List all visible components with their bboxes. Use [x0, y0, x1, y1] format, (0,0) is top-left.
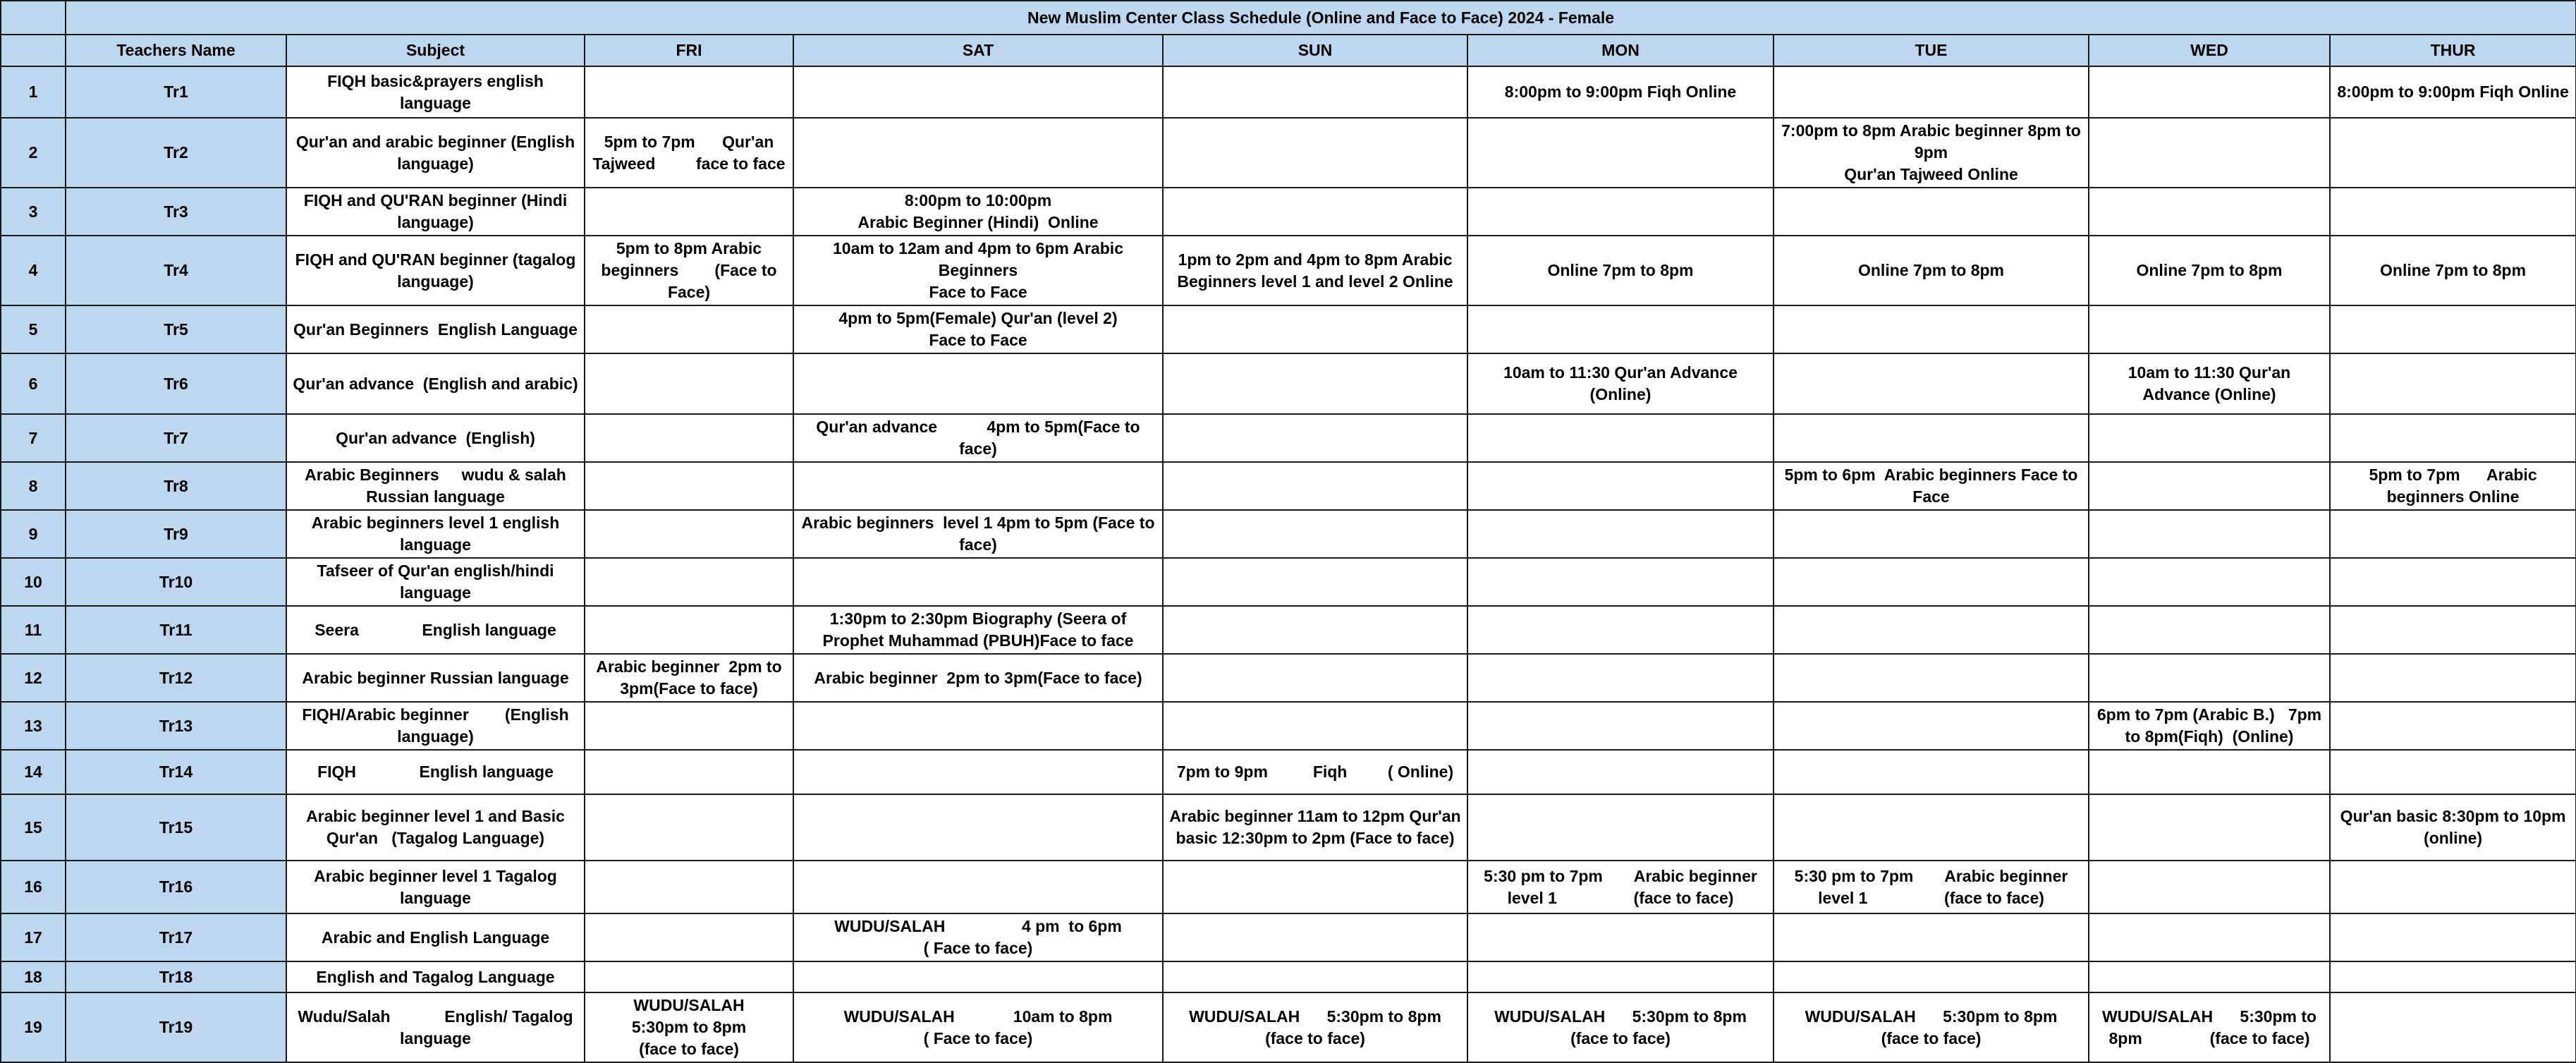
schedule-cell-tue: Online 7pm to 8pm	[1774, 236, 2089, 305]
schedule-cell-tue	[1774, 558, 2089, 606]
subject-cell: Arabic Beginners wudu & salah Russian language	[286, 462, 585, 510]
schedule-cell-tue	[1774, 188, 2089, 236]
schedule-cell-thur	[2330, 654, 2576, 702]
schedule-cell-fri: WUDU/SALAH 5:30pm to 8pm (face to face)	[585, 992, 793, 1062]
subject-cell: Arabic and English Language	[286, 913, 585, 961]
schedule-cell-sat: 4pm to 5pm(Female) Qur'an (level 2) Face to Face	[793, 305, 1163, 353]
schedule-cell-fri	[585, 414, 793, 462]
row-number: 3	[1, 188, 66, 236]
schedule-cell-mon	[1467, 558, 1774, 606]
schedule-cell-tue	[1774, 66, 2089, 118]
subject-cell: Seera English language	[286, 606, 585, 654]
schedule-cell-fri: 5pm to 8pm Arabic beginners (Face to Face)	[585, 236, 793, 305]
header-day-wed: WED	[2089, 35, 2330, 66]
teacher-name: Tr10	[66, 558, 286, 606]
schedule-cell-sat	[793, 961, 1163, 992]
subject-cell: Arabic beginner level 1 Tagalog language	[286, 861, 585, 913]
header-day-fri: FRI	[585, 35, 793, 66]
row-number: 13	[1, 702, 66, 750]
schedule-cell-thur	[2330, 702, 2576, 750]
schedule-row	[1, 462, 2576, 510]
schedule-cell-sun	[1163, 861, 1467, 913]
teacher-name: Tr19	[66, 992, 286, 1062]
schedule-cell-thur	[2330, 305, 2576, 353]
schedule-cell-sun	[1163, 510, 1467, 558]
schedule-cell-wed	[2089, 606, 2330, 654]
header-day-sun: SUN	[1163, 35, 1467, 66]
schedule-cell-tue	[1774, 750, 2089, 794]
schedule-cell-wed	[2089, 305, 2330, 353]
schedule-cell-wed	[2089, 861, 2330, 913]
schedule-cell-mon: 5:30 pm to 7pm Arabic beginner level 1 (face to face)	[1467, 861, 1774, 913]
schedule-cell-sat: WUDU/SALAH 10am to 8pm ( Face to face)	[793, 992, 1163, 1062]
schedule-cell-wed: WUDU/SALAH 5:30pm to 8pm (face to face)	[2089, 992, 2330, 1062]
schedule-cell-sat	[793, 794, 1163, 861]
row-number: 8	[1, 462, 66, 510]
schedule-cell-thur	[2330, 992, 2576, 1062]
header-day-thur: THUR	[2330, 35, 2576, 66]
teacher-name: Tr13	[66, 702, 286, 750]
schedule-row	[1, 414, 2576, 462]
schedule-cell-thur	[2330, 414, 2576, 462]
schedule-cell-sat: WUDU/SALAH 4 pm to 6pm ( Face to face)	[793, 913, 1163, 961]
schedule-cell-fri	[585, 702, 793, 750]
schedule-cell-fri	[585, 961, 793, 992]
subject-cell: Qur'an advance (English)	[286, 414, 585, 462]
schedule-cell-wed	[2089, 118, 2330, 188]
schedule-row	[1, 861, 2576, 913]
schedule-row	[1, 750, 2576, 794]
header-subject: Subject	[286, 35, 585, 66]
schedule-cell-thur	[2330, 118, 2576, 188]
schedule-cell-tue	[1774, 913, 2089, 961]
schedule-cell-sun: 7pm to 9pm Fiqh ( Online)	[1163, 750, 1467, 794]
schedule-cell-wed	[2089, 188, 2330, 236]
schedule-cell-sat	[793, 861, 1163, 913]
schedule-cell-sun	[1163, 462, 1467, 510]
schedule-cell-mon	[1467, 794, 1774, 861]
row-number: 6	[1, 353, 66, 414]
corner-cell	[1, 1, 66, 35]
schedule-title: New Muslim Center Class Schedule (Online and Face to Face) 2024 - Female	[66, 1, 2576, 35]
subject-cell: Qur'an advance (English and arabic)	[286, 353, 585, 414]
teacher-name: Tr17	[66, 913, 286, 961]
schedule-cell-sat: Arabic beginners level 1 4pm to 5pm (Face to face)	[793, 510, 1163, 558]
schedule-cell-fri	[585, 861, 793, 913]
row-number: 17	[1, 913, 66, 961]
schedule-cell-thur	[2330, 558, 2576, 606]
schedule-cell-sat	[793, 462, 1163, 510]
row-number: 18	[1, 961, 66, 992]
schedule-cell-sun	[1163, 606, 1467, 654]
schedule-cell-mon	[1467, 961, 1774, 992]
schedule-cell-wed	[2089, 66, 2330, 118]
subject-cell: Qur'an and arabic beginner (English language)	[286, 118, 585, 188]
schedule-cell-wed	[2089, 462, 2330, 510]
schedule-cell-sun	[1163, 118, 1467, 188]
schedule-cell-sat: Qur'an advance 4pm to 5pm(Face to face)	[793, 414, 1163, 462]
row-number: 4	[1, 236, 66, 305]
schedule-cell-tue	[1774, 794, 2089, 861]
schedule-row	[1, 188, 2576, 236]
row-number: 1	[1, 66, 66, 118]
row-number: 19	[1, 992, 66, 1062]
schedule-cell-wed	[2089, 510, 2330, 558]
schedule-cell-sat: 1:30pm to 2:30pm Biography (Seera of Prophet Muhammad (PBUH)Face to face	[793, 606, 1163, 654]
subject-cell: FIQH basic&prayers english language	[286, 66, 585, 118]
row-number: 2	[1, 118, 66, 188]
subject-cell: Tafseer of Qur'an english/hindi language	[286, 558, 585, 606]
teacher-name: Tr6	[66, 353, 286, 414]
teacher-name: Tr1	[66, 66, 286, 118]
schedule-cell-fri	[585, 66, 793, 118]
row-number: 14	[1, 750, 66, 794]
schedule-cell-sun	[1163, 558, 1467, 606]
schedule-cell-sat: 10am to 12am and 4pm to 6pm Arabic Beginners Face to Face	[793, 236, 1163, 305]
schedule-cell-wed	[2089, 961, 2330, 992]
schedule-cell-mon: Online 7pm to 8pm	[1467, 236, 1774, 305]
schedule-cell-mon	[1467, 188, 1774, 236]
schedule-cell-wed	[2089, 414, 2330, 462]
schedule-cell-sat	[793, 66, 1163, 118]
schedule-cell-thur: Online 7pm to 8pm	[2330, 236, 2576, 305]
schedule-cell-tue	[1774, 510, 2089, 558]
schedule-cell-sun: WUDU/SALAH 5:30pm to 8pm (face to face)	[1163, 992, 1467, 1062]
schedule-cell-wed: 10am to 11:30 Qur'an Advance (Online)	[2089, 353, 2330, 414]
teacher-name: Tr16	[66, 861, 286, 913]
schedule-cell-mon	[1467, 118, 1774, 188]
schedule-cell-mon	[1467, 510, 1774, 558]
schedule-cell-sun	[1163, 66, 1467, 118]
schedule-cell-thur: 5pm to 7pm Arabic beginners Online	[2330, 462, 2576, 510]
schedule-cell-fri	[585, 606, 793, 654]
schedule-cell-tue	[1774, 353, 2089, 414]
schedule-cell-sat	[793, 353, 1163, 414]
schedule-cell-fri: Arabic beginner 2pm to 3pm(Face to face)	[585, 654, 793, 702]
schedule-cell-thur	[2330, 606, 2576, 654]
schedule-row	[1, 913, 2576, 961]
teacher-name: Tr18	[66, 961, 286, 992]
row-number: 7	[1, 414, 66, 462]
schedule-row	[1, 66, 2576, 118]
subject-cell: FIQH English language	[286, 750, 585, 794]
schedule-row	[1, 606, 2576, 654]
schedule-cell-wed	[2089, 750, 2330, 794]
teacher-name: Tr11	[66, 606, 286, 654]
header-day-tue: TUE	[1774, 35, 2089, 66]
schedule-cell-sat	[793, 118, 1163, 188]
teacher-name: Tr7	[66, 414, 286, 462]
teacher-name: Tr14	[66, 750, 286, 794]
schedule-cell-tue	[1774, 961, 2089, 992]
subject-cell: Arabic beginner Russian language	[286, 654, 585, 702]
schedule-cell-fri	[585, 353, 793, 414]
teacher-name: Tr8	[66, 462, 286, 510]
schedule-row	[1, 558, 2576, 606]
schedule-cell-wed: 6pm to 7pm (Arabic B.) 7pm to 8pm(Fiqh) (Online)	[2089, 702, 2330, 750]
schedule-row	[1, 702, 2576, 750]
schedule-cell-tue	[1774, 305, 2089, 353]
schedule-cell-wed	[2089, 913, 2330, 961]
schedule-row	[1, 305, 2576, 353]
schedule-row	[1, 654, 2576, 702]
subject-cell: English and Tagalog Language	[286, 961, 585, 992]
schedule-cell-sun	[1163, 913, 1467, 961]
schedule-cell-tue	[1774, 414, 2089, 462]
schedule-cell-mon: 10am to 11:30 Qur'an Advance (Online)	[1467, 353, 1774, 414]
subject-cell: Qur'an Beginners English Language	[286, 305, 585, 353]
subject-cell: Arabic beginners level 1 english language	[286, 510, 585, 558]
schedule-row	[1, 353, 2576, 414]
subject-cell: Arabic beginner level 1 and Basic Qur'an (Tagalog Language)	[286, 794, 585, 861]
schedule-cell-wed	[2089, 558, 2330, 606]
schedule-cell-tue: 7:00pm to 8pm Arabic beginner 8pm to 9pm Qur'an Tajweed Online	[1774, 118, 2089, 188]
subject-cell: FIQH and QU'RAN beginner (Hindi language)	[286, 188, 585, 236]
schedule-cell-tue	[1774, 606, 2089, 654]
header-num-cell	[1, 35, 66, 66]
schedule-cell-wed	[2089, 654, 2330, 702]
schedule-cell-thur	[2330, 510, 2576, 558]
schedule-cell-sat: Arabic beginner 2pm to 3pm(Face to face)	[793, 654, 1163, 702]
schedule-cell-fri	[585, 913, 793, 961]
teacher-name: Tr12	[66, 654, 286, 702]
schedule-cell-mon	[1467, 462, 1774, 510]
schedule-row	[1, 794, 2576, 861]
header-day-sat: SAT	[793, 35, 1163, 66]
schedule-cell-fri: 5pm to 7pm Qur'an Tajweed face to face	[585, 118, 793, 188]
schedule-cell-thur	[2330, 861, 2576, 913]
schedule-cell-tue: 5:30 pm to 7pm Arabic beginner level 1 (face to face)	[1774, 861, 2089, 913]
schedule-cell-sun	[1163, 353, 1467, 414]
schedule-row	[1, 961, 2576, 992]
row-number: 11	[1, 606, 66, 654]
header-row	[1, 35, 2576, 66]
schedule-cell-thur	[2330, 961, 2576, 992]
schedule-cell-sun	[1163, 414, 1467, 462]
teacher-name: Tr9	[66, 510, 286, 558]
schedule-cell-mon	[1467, 702, 1774, 750]
schedule-cell-tue: 5pm to 6pm Arabic beginners Face to Face	[1774, 462, 2089, 510]
schedule-cell-sun	[1163, 654, 1467, 702]
schedule-cell-mon: WUDU/SALAH 5:30pm to 8pm (face to face)	[1467, 992, 1774, 1062]
schedule-cell-sat	[793, 702, 1163, 750]
schedule-cell-sun: 1pm to 2pm and 4pm to 8pm Arabic Beginners level 1 and level 2 Online	[1163, 236, 1467, 305]
subject-cell: FIQH/Arabic beginner (English language)	[286, 702, 585, 750]
schedule-cell-thur	[2330, 353, 2576, 414]
schedule-cell-tue: WUDU/SALAH 5:30pm to 8pm (face to face)	[1774, 992, 2089, 1062]
schedule-cell-wed: Online 7pm to 8pm	[2089, 236, 2330, 305]
schedule-cell-fri	[585, 558, 793, 606]
row-number: 16	[1, 861, 66, 913]
schedule-cell-mon	[1467, 606, 1774, 654]
subject-cell: Wudu/Salah English/ Tagalog language	[286, 992, 585, 1062]
teacher-name: Tr2	[66, 118, 286, 188]
subject-cell: FIQH and QU'RAN beginner (tagalog language)	[286, 236, 585, 305]
schedule-cell-tue	[1774, 654, 2089, 702]
schedule-cell-tue	[1774, 702, 2089, 750]
row-number: 15	[1, 794, 66, 861]
schedule-row	[1, 236, 2576, 305]
row-number: 5	[1, 305, 66, 353]
title-row	[1, 1, 2576, 35]
row-number: 10	[1, 558, 66, 606]
schedule-cell-sun: Arabic beginner 11am to 12pm Qur'an basic 12:30pm to 2pm (Face to face)	[1163, 794, 1467, 861]
schedule-cell-mon: 8:00pm to 9:00pm Fiqh Online	[1467, 66, 1774, 118]
teacher-name: Tr4	[66, 236, 286, 305]
schedule-cell-thur: Qur'an basic 8:30pm to 10pm (online)	[2330, 794, 2576, 861]
schedule-cell-fri	[585, 188, 793, 236]
schedule-cell-fri	[585, 510, 793, 558]
schedule-cell-mon	[1467, 750, 1774, 794]
schedule-cell-sun	[1163, 961, 1467, 992]
header-day-mon: MON	[1467, 35, 1774, 66]
schedule-row	[1, 510, 2576, 558]
schedule-cell-fri	[585, 750, 793, 794]
schedule-cell-mon	[1467, 654, 1774, 702]
header-teachers-name: Teachers Name	[66, 35, 286, 66]
schedule-cell-mon	[1467, 913, 1774, 961]
schedule-cell-mon	[1467, 305, 1774, 353]
schedule-row	[1, 992, 2576, 1062]
schedule-cell-fri	[585, 462, 793, 510]
teacher-name: Tr5	[66, 305, 286, 353]
row-number: 9	[1, 510, 66, 558]
schedule-cell-sat	[793, 558, 1163, 606]
schedule-cell-sat: 8:00pm to 10:00pm Arabic Beginner (Hindi) Online	[793, 188, 1163, 236]
row-number: 12	[1, 654, 66, 702]
schedule-row	[1, 118, 2576, 188]
schedule-cell-sun	[1163, 702, 1467, 750]
schedule-cell-fri	[585, 794, 793, 861]
teacher-name: Tr15	[66, 794, 286, 861]
schedule-cell-sun	[1163, 188, 1467, 236]
schedule-cell-sat	[793, 750, 1163, 794]
schedule-cell-mon	[1467, 414, 1774, 462]
teacher-name: Tr3	[66, 188, 286, 236]
schedule-cell-fri	[585, 305, 793, 353]
schedule-cell-thur	[2330, 188, 2576, 236]
schedule-cell-sun	[1163, 305, 1467, 353]
schedule-cell-thur	[2330, 913, 2576, 961]
schedule-cell-wed	[2089, 794, 2330, 861]
schedule-cell-thur: 8:00pm to 9:00pm Fiqh Online	[2330, 66, 2576, 118]
schedule-cell-thur	[2330, 750, 2576, 794]
